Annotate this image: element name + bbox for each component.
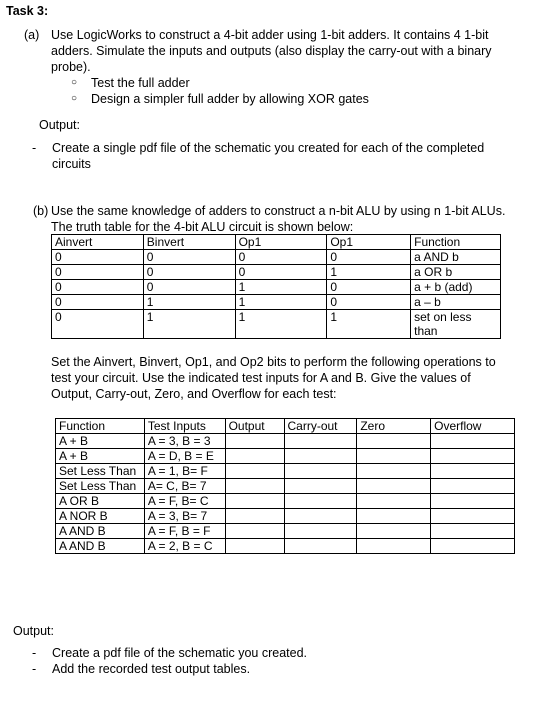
header-zero: Zero	[357, 419, 431, 434]
output-cell[interactable]	[225, 539, 284, 554]
table-cell: 1	[327, 265, 411, 280]
carry-out-cell[interactable]	[284, 494, 357, 509]
table-cell: 0	[143, 265, 235, 280]
part-b-text: Use the same knowledge of adders to construct a n-bit ALU by using n 1-bit ALUs. The truth table for the 4-bit ALU circuit is shown below:	[51, 204, 506, 234]
table-cell: 1	[143, 310, 235, 339]
header-overflow: Overflow	[431, 419, 515, 434]
test-input-cell: A = D, B = E	[144, 449, 225, 464]
header-op1: Op1	[235, 235, 327, 250]
carry-out-cell[interactable]	[284, 479, 357, 494]
test-instructions: Set the Ainvert, Binvert, Op1, and Op2 bits to perform the following operations to test your circuit. Use the indicated test inputs for A and B. Give the values of Output, Carry-out, Zero, and Overflow for each test:	[51, 355, 496, 401]
zero-cell[interactable]	[357, 464, 431, 479]
table-cell: 1	[327, 310, 411, 339]
alu-test-table	[55, 418, 515, 554]
test-input-cell: A= C, B= 7	[144, 479, 225, 494]
table-cell: 0	[52, 295, 144, 310]
table-row	[56, 464, 515, 479]
table-cell: 0	[143, 280, 235, 295]
part-a-text: Use LogicWorks to construct a 4-bit adder using 1-bit adders. It contains 4 1-bit adders. Simulate the inputs and outputs (also display the carry-out with a binary probe).	[51, 28, 492, 74]
test-input-cell: A = F, B= C	[144, 494, 225, 509]
header-test-inputs: Test Inputs	[144, 419, 225, 434]
carry-out-cell[interactable]	[284, 509, 357, 524]
table-row	[52, 265, 501, 280]
table-row	[52, 250, 501, 265]
function-cell: Set Less Than	[56, 479, 145, 494]
function-cell: A OR B	[56, 494, 145, 509]
output-cell[interactable]	[225, 464, 284, 479]
table-cell: 0	[235, 265, 327, 280]
table-row	[52, 310, 501, 339]
overflow-cell[interactable]	[431, 509, 515, 524]
overflow-cell[interactable]	[431, 449, 515, 464]
zero-cell[interactable]	[357, 449, 431, 464]
output-cell[interactable]	[225, 494, 284, 509]
function-cell: A + B	[56, 449, 145, 464]
function-cell: A AND B	[56, 539, 145, 554]
final-output-list	[32, 645, 492, 677]
part-a-bullet: ○ Design a simpler full adder by allowing XOR gates	[71, 91, 501, 107]
table-cell: 1	[235, 280, 327, 295]
table-cell: 0	[327, 295, 411, 310]
table-row	[52, 295, 501, 310]
table-row	[56, 524, 515, 539]
table-cell: a – b	[411, 295, 501, 310]
final-output-item: - Create a pdf file of the schematic you created.	[32, 645, 492, 661]
final-output-item: - Add the recorded test output tables.	[32, 661, 492, 677]
table-cell: 0	[52, 250, 144, 265]
part-a-output-item: - Create a single pdf file of the schematic you created for each of the completed circuits	[32, 140, 492, 172]
carry-out-cell[interactable]	[284, 449, 357, 464]
table-cell: 0	[235, 250, 327, 265]
overflow-cell[interactable]	[431, 464, 515, 479]
carry-out-cell[interactable]	[284, 524, 357, 539]
function-cell: Set Less Than	[56, 464, 145, 479]
header-function: Function	[411, 235, 501, 250]
part-a-output-label: Output:	[39, 118, 80, 132]
carry-out-cell[interactable]	[284, 434, 357, 449]
table-cell: 0	[52, 265, 144, 280]
function-cell: A + B	[56, 434, 145, 449]
test-input-cell: A = 1, B= F	[144, 464, 225, 479]
carry-out-cell[interactable]	[284, 539, 357, 554]
test-table-header-row	[56, 419, 515, 434]
table-cell: set on less than	[411, 310, 501, 339]
truth-table-header-row	[52, 235, 501, 250]
output-cell[interactable]	[225, 434, 284, 449]
table-row	[56, 509, 515, 524]
output-cell[interactable]	[225, 524, 284, 539]
header-op1-second: Op1	[327, 235, 411, 250]
table-cell: 0	[52, 280, 144, 295]
header-binvert: Binvert	[143, 235, 235, 250]
final-output-label: Output:	[13, 624, 54, 638]
overflow-cell[interactable]	[431, 539, 515, 554]
zero-cell[interactable]	[357, 434, 431, 449]
carry-out-cell[interactable]	[284, 464, 357, 479]
table-row	[56, 539, 515, 554]
overflow-cell[interactable]	[431, 494, 515, 509]
table-cell: 1	[235, 310, 327, 339]
test-input-cell: A = 2, B = C	[144, 539, 225, 554]
zero-cell[interactable]	[357, 509, 431, 524]
test-input-cell: A = F, B = F	[144, 524, 225, 539]
function-cell: A AND B	[56, 524, 145, 539]
table-row	[52, 280, 501, 295]
overflow-cell[interactable]	[431, 434, 515, 449]
part-a-label: (a)	[24, 28, 40, 42]
table-cell: 0	[327, 250, 411, 265]
test-input-cell: A = 3, B= 7	[144, 509, 225, 524]
alu-truth-table	[51, 234, 501, 339]
task-title: Task 3:	[6, 4, 49, 18]
overflow-cell[interactable]	[431, 524, 515, 539]
table-row	[56, 434, 515, 449]
table-cell: 0	[327, 280, 411, 295]
header-carry-out: Carry-out	[284, 419, 357, 434]
table-cell: 0	[143, 250, 235, 265]
output-cell[interactable]	[225, 479, 284, 494]
zero-cell[interactable]	[357, 479, 431, 494]
header-function: Function	[56, 419, 145, 434]
test-input-cell: A = 3, B = 3	[144, 434, 225, 449]
zero-cell[interactable]	[357, 524, 431, 539]
table-row	[56, 479, 515, 494]
table-row	[56, 449, 515, 464]
table-cell: 1	[235, 295, 327, 310]
function-cell: A NOR B	[56, 509, 145, 524]
table-row	[56, 494, 515, 509]
output-cell[interactable]	[225, 449, 284, 464]
header-output: Output	[225, 419, 284, 434]
table-cell: a + b (add)	[411, 280, 501, 295]
table-cell: 0	[52, 310, 144, 339]
part-a-bullet-list	[71, 75, 501, 107]
part-a-bullet: ○ Test the full adder	[71, 75, 501, 91]
table-cell: a OR b	[411, 265, 501, 280]
table-cell: a AND b	[411, 250, 501, 265]
output-cell[interactable]	[225, 509, 284, 524]
part-b-label: (b)	[33, 204, 49, 218]
zero-cell[interactable]	[357, 539, 431, 554]
part-a-output-list	[32, 140, 492, 172]
table-cell: 1	[143, 295, 235, 310]
header-ainvert: Ainvert	[52, 235, 144, 250]
overflow-cell[interactable]	[431, 479, 515, 494]
zero-cell[interactable]	[357, 494, 431, 509]
